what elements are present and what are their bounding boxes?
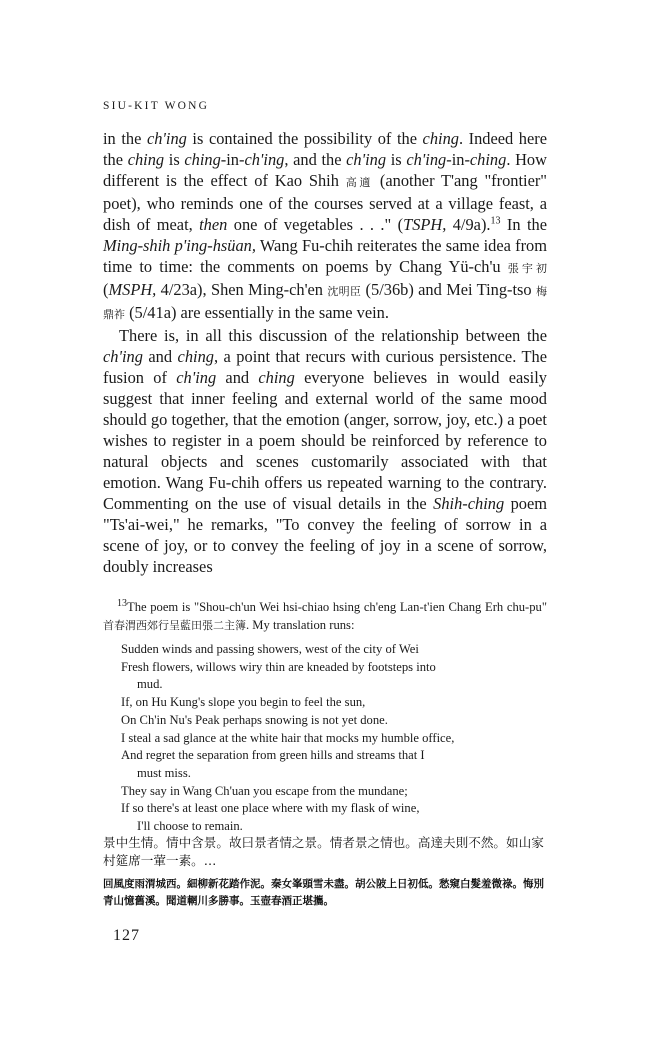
chinese-quotation: 景中生情。情中含景。故曰景者情之景。情者景之情也。高達夫則不然。如山家村筵席一葷一素。… [103, 835, 544, 868]
chinese-name-shen-ming-chen: 沈明臣 [327, 285, 362, 298]
poem-line: If so there's at least one place where with my flask of wine, [121, 801, 420, 816]
chinese-name-mei-ting-tso: 梅鼎祚 [103, 285, 547, 321]
poem-line: On Ch'in Nu's Peak perhaps snowing is not yet done. [121, 712, 388, 727]
main-text [103, 128, 547, 577]
chinese-poem-title: 首春渭西郊行呈藍田張二主簿 [103, 619, 246, 632]
chinese-name-chang-yu-chu: 張宇初 [507, 262, 547, 275]
running-head: SIU-KIT WONG [103, 100, 210, 112]
poem-line: I'll choose to remain. [137, 819, 243, 834]
footnote-text: $^{13}$The poem is "Shou-ch'un Wei hsi-chiao hsing ch'eng Lan-t'ien Chang Erh chu-pu" 首春渭西郊行呈藍田張二主簿. My translation runs: [103, 597, 547, 632]
poem-line: And regret the separation from green hills and streams that I [121, 748, 425, 763]
footnote-number: 13 [117, 597, 127, 609]
poem-line: Fresh flowers, willows wiry thin are kneaded by footsteps into [121, 659, 436, 674]
footnote-13 [103, 598, 547, 836]
poem-line: Sudden winds and passing showers, west of the city of Wei [121, 642, 419, 656]
page-number: 127 [113, 927, 140, 944]
chinese-name-kao-shih: 高適 [345, 176, 374, 189]
footnote-reference: 13 [490, 215, 501, 227]
poem-line: If, on Hu Kung's slope you begin to feel the sun, [121, 695, 366, 710]
poem-line: They say in Wang Ch'uan you escape from the mundane; [121, 783, 408, 798]
poem-line: mud. [137, 677, 163, 692]
poem-line: must miss. [137, 765, 191, 780]
poem-line: I steal a sad glance at the white hair that mocks my humble office, [121, 730, 455, 745]
paragraph-1: in the ch'ing is contained the possibility of the ching. Indeed here the ching is ching-in-ch'ing, and the ch'ing is ch'ing-in-ching. How different is the effect of Kao Shih 高適 (another T'ang "frontier" poet), who reminds one of the courses served at a village feast, a dish of meat, then one of vegetables . . ." (TSPH, 4/9a).$^{13}$ In the Ming-shih p'ing-hsüan, Wang Fu-chih reiterates the same idea from time to time: the comments on poems by Chang Yü-ch'u 張宇初 (MSPH, 4/23a), Shen Ming-ch'en 沈明臣 (5/36b) and Mei Ting-tso 梅鼎祚 (5/41a) are essentially in the same vein. [103, 129, 548, 322]
paragraph-2: There is, in all this discussion of the relationship between the ch'ing and ching, a point that recurs with curious persistence. The fusion of ch'ing and ching everyone believes in would easily suggest that inner feeling and external world of the same mood should go together, that the emotion (anger, sorrow, joy, etc.) a poet wishes to register in a poem should be reinforced by reference to natural objects and scenes customarily associated with that emotion. Wang Fu-chih offers us repeated warning to the contrary. Commenting on the use of visual details in the Shih-ching poem "Ts'ai-wei," he remarks, "To convey the feeling of sorrow in a scene of joy, or to convey the feeling of joy in a scene of sorrow, doubly increases [103, 326, 547, 576]
chinese-original-poem: 回風度雨渭城西。細柳新花踏作泥。秦女峯頭雪未盡。胡公陂上日初低。愁窺白髮羞微祿。悔別青山憶舊溪。聞道輞川多勝事。玉壺春酒正堪攜。 [103, 878, 544, 907]
translated-poem [121, 641, 547, 836]
